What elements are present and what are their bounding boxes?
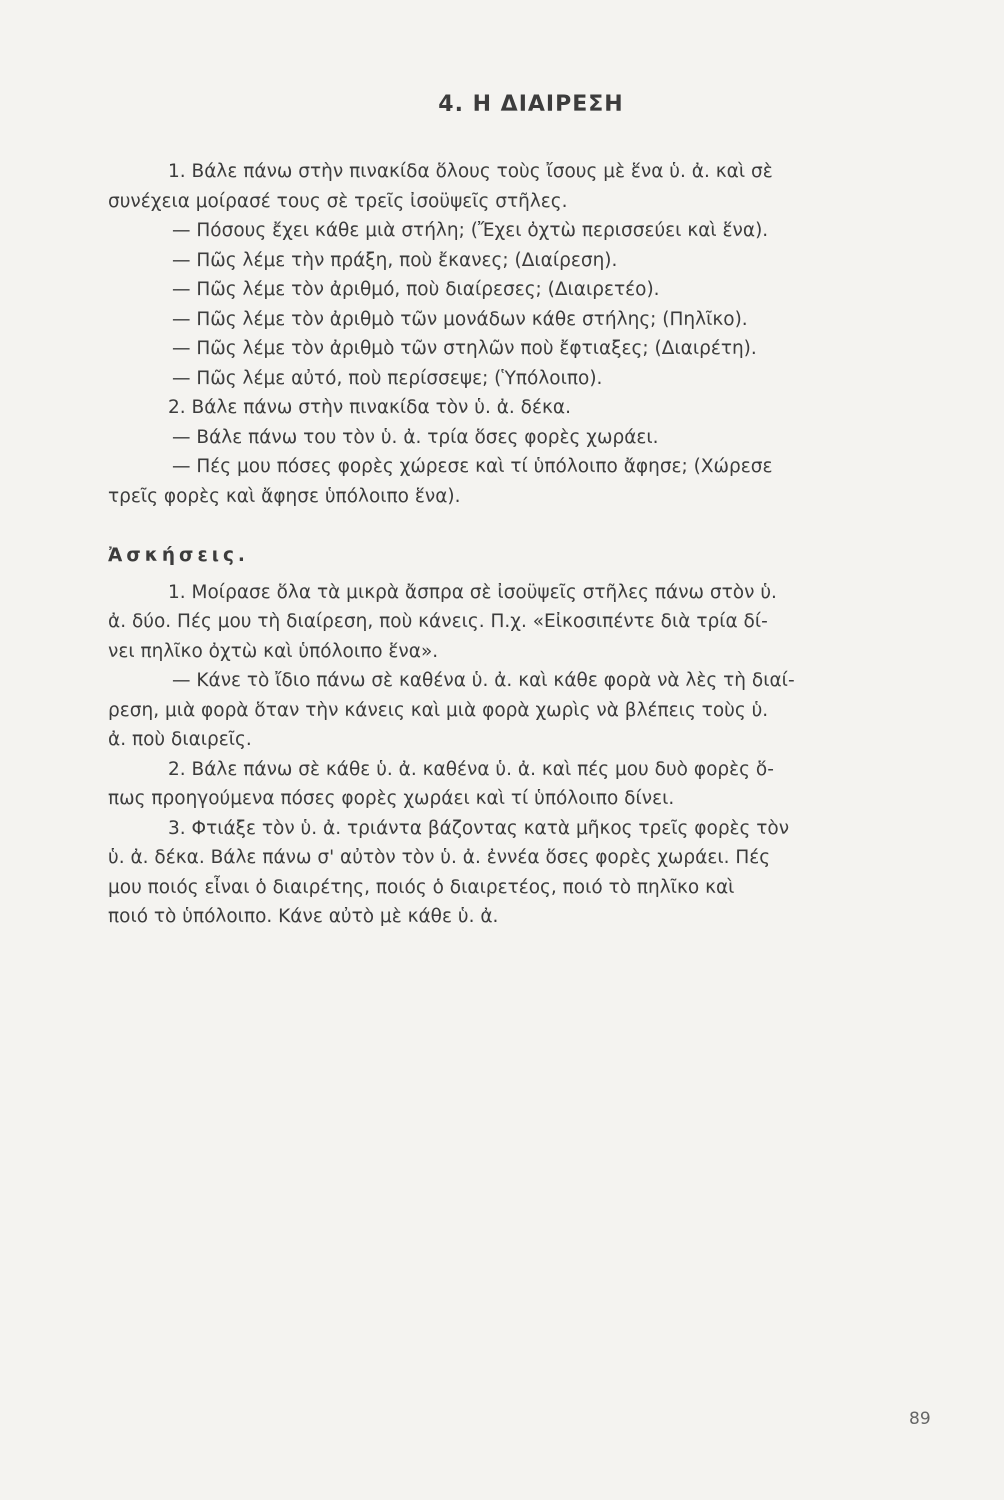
text-line: τρεῖς φορὲς καὶ ἄφησε ὑπόλοιπο ἕνα). [108,485,461,507]
text-line: — Πές μου πόσες φορὲς χώρεσε καὶ τί ὑπόλοιπο ἄφησε; (Χώρεσε [172,456,773,477]
chapter-title: 4. Η ΔΙΑΙΡΕΣΗ [438,92,624,117]
text-line: — Πόσους ἔχει κάθε μιὰ στήλη; (Ἔχει ὀχτὼ περισσεύει καὶ ἕνα). [172,220,769,241]
text-line: — Κάνε τὸ ἴδιο πάνω σὲ καθένα ὑ. ἀ. καὶ κάθε φορὰ νὰ λὲς τὴ διαί- [172,670,795,691]
text-line: συνέχεια μοίρασέ τους σὲ τρεῖς ἰσοϋψεῖς στῆλες. [108,190,568,212]
text-line: ἀ. ποὺ διαιρεῖς. [108,729,252,750]
text-line: πως προηγούμενα πόσες φορὲς χωράει καὶ τί ὑπόλοιπο δίνει. [108,788,675,809]
text-line: 2. Βάλε πάνω στὴν πινακίδα τὸν ὑ. ἀ. δέκα. [168,397,571,418]
text-line: — Βάλε πάνω του τὸν ὑ. ἀ. τρία ὅσες φορὲς χωράει. [172,426,659,448]
page-number: 89 [909,1409,931,1429]
text-line: — Πῶς λέμε αὐτό, ποὺ περίσσεψε; (Ὑπόλοιπο). [172,367,603,389]
text-line: — Πῶς λέμε τὸν ἀριθμὸ τῶν μονάδων κάθε στήλης; (Πηλῖκο). [172,308,748,330]
section-1 [108,157,934,511]
text-line: 1. Βάλε πάνω στὴν πινακίδα ὅλους τοὺς ἴσους μὲ ἕνα ὑ. ἀ. καὶ σὲ [168,161,773,182]
text-line: — Πῶς λέμε τὸν ἀριθμό, ποὺ διαίρεσες; (Διαιρετέο). [172,279,660,300]
text-line: ἀ. δύο. Πές μου τὴ διαίρεση, ποὺ κάνεις. Π.χ. «Εἰκοσιπέντε διὰ τρία δί- [108,611,768,632]
section-gap [108,511,934,541]
text-line: μου ποιός εἶναι ὁ διαιρέτης, ποιός ὁ διαιρετέος, ποιό τὸ πηλῖκο καὶ [108,876,735,898]
exercises-section [108,578,934,932]
exercises-heading: Ἀσκήσεις. [108,545,249,566]
text-line: ποιό τὸ ὑπόλοιπο. Κάνε αὐτὸ μὲ κάθε ὑ. ἀ. [108,906,499,927]
text-line: ρεση, μιὰ φορὰ ὅταν τὴν κάνεις καὶ μιὰ φορὰ χωρὶς νὰ βλέπεις τοὺς ὑ. [108,699,769,721]
text-line: νει πηλῖκο ὀχτὼ καὶ ὑπόλοιπο ἕνα». [108,640,439,662]
text-line: 2. Βάλε πάνω σὲ κάθε ὑ. ἀ. καθένα ὑ. ἀ. καὶ πές μου δυὸ φορὲς ὅ- [168,758,774,780]
text-line: 1. Μοίρασε ὅλα τὰ μικρὰ ἄσπρα σὲ ἰσοϋψεῖς στῆλες πάνω στὸν ὑ. [168,581,777,603]
text-line: — Πῶς λέμε τὴν πράξη, ποὺ ἔκανες; (Διαίρεση). [172,249,618,271]
page-content [108,92,934,932]
text-line: — Πῶς λέμε τὸν ἀριθμὸ τῶν στηλῶν ποὺ ἔφτιαξες; (Διαιρέτη). [172,338,757,359]
text-line: 3. Φτιάξε τὸν ὑ. ἀ. τριάντα βάζοντας κατὰ μῆκος τρεῖς φορὲς τὸν [168,817,790,839]
text-line: ὑ. ἀ. δέκα. Βάλε πάνω σ' αὐτὸν τὸν ὑ. ἀ. ἐννέα ὅσες φορὲς χωράει. Πές [108,847,771,868]
